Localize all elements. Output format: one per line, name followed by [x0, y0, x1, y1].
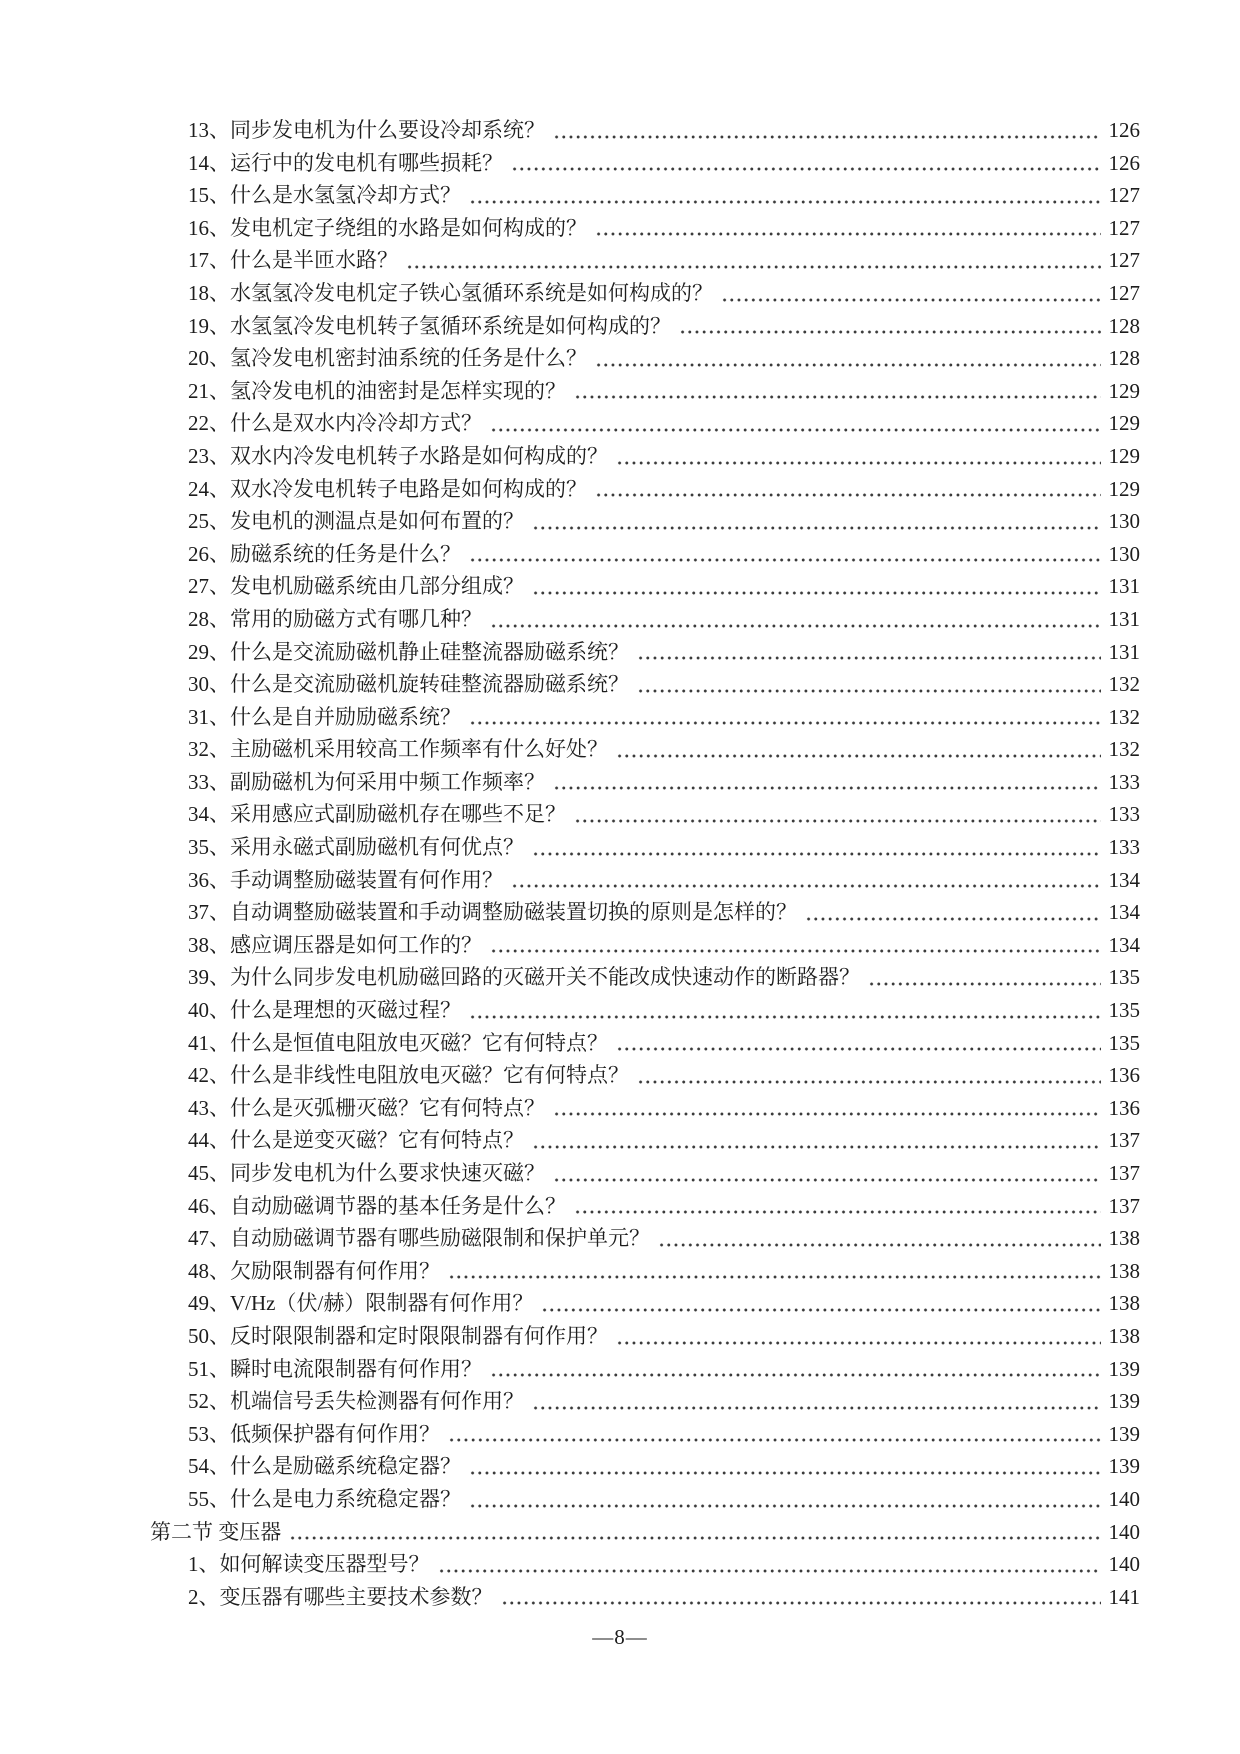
- dot-leader: [448, 1418, 1101, 1451]
- toc-entry-page: 130: [1108, 509, 1140, 534]
- dot-leader: [511, 147, 1101, 180]
- dot-leader: [532, 831, 1101, 864]
- toc-entry-page: 134: [1108, 900, 1140, 925]
- toc-entry-label: 49、V/Hz（伏/赫）限制器有何作用？: [188, 1291, 534, 1316]
- toc-entry-row: [0, 864, 1140, 897]
- dot-leader: [532, 1124, 1101, 1157]
- dot-leader: [490, 1353, 1101, 1386]
- toc-entry-page: 129: [1108, 378, 1140, 403]
- toc-entry-row: [0, 538, 1140, 571]
- toc-entry-row: [0, 570, 1140, 603]
- footer-page-number: —8—: [592, 1625, 648, 1649]
- dot-leader: [448, 1255, 1101, 1288]
- dot-leader: [553, 766, 1101, 799]
- dot-leader: [616, 440, 1101, 473]
- toc-entry-page: 137: [1108, 1128, 1140, 1153]
- dot-leader: [574, 375, 1101, 408]
- toc-entry-row: [0, 1190, 1140, 1223]
- toc-entry-row: [0, 929, 1140, 962]
- dot-leader: [532, 1385, 1101, 1418]
- toc-entry-label: 42、什么是非线性电阻放电灭磁？它有何特点？: [188, 1063, 629, 1088]
- toc-entry-page: 138: [1108, 1291, 1140, 1316]
- toc-entry-page: 129: [1108, 443, 1140, 468]
- toc-entry-row: [0, 1255, 1140, 1288]
- dot-leader: [469, 179, 1101, 212]
- toc-entry-row: [0, 1059, 1140, 1092]
- toc-entry-label: 15、什么是水氢氢冷却方式？: [188, 183, 461, 208]
- dot-leader: [501, 1581, 1102, 1614]
- toc-entry-row: [0, 1027, 1140, 1060]
- toc-entry-label: 25、发电机的测温点是如何布置的？: [188, 509, 524, 534]
- dot-leader: [469, 994, 1101, 1027]
- toc-entry-page: 139: [1108, 1454, 1140, 1479]
- toc-entry-row: [0, 1157, 1140, 1190]
- toc-entry-label: 18、水氢氢冷发电机定子铁心氢循环系统是如何构成的？: [188, 280, 713, 305]
- toc-entry-page: 126: [1108, 118, 1140, 142]
- dot-leader: [553, 1157, 1101, 1190]
- toc-entry-page: 131: [1108, 574, 1140, 599]
- toc-entry-page: 133: [1108, 769, 1140, 794]
- dot-leader: [469, 538, 1101, 571]
- toc-entry-label: 47、自动励磁调节器有哪些励磁限制和保护单元？: [188, 1226, 650, 1251]
- toc-entry-label: 14、运行中的发电机有哪些损耗？: [188, 150, 503, 175]
- dot-leader: [574, 798, 1101, 831]
- toc-entry-label: 35、采用永磁式副励磁机有何优点？: [188, 835, 524, 860]
- toc-entry-label: 51、瞬时电流限制器有何作用？: [188, 1356, 482, 1381]
- toc-entry-label: 13、同步发电机为什么要设冷却系统？: [188, 118, 545, 142]
- toc-entry-label: 48、欠励限制器有何作用？: [188, 1258, 440, 1283]
- toc-entry-row: [0, 636, 1140, 669]
- toc-entry-row: [0, 701, 1140, 734]
- toc-entry-row: [0, 342, 1140, 375]
- toc-entry-row: [0, 1320, 1140, 1353]
- toc-entry-label: 43、什么是灭弧栅灭磁？它有何特点？: [188, 1095, 545, 1120]
- dot-leader: [658, 1222, 1101, 1255]
- dot-leader: [553, 1092, 1101, 1125]
- dot-leader: [721, 277, 1101, 310]
- toc-entry-row: [0, 798, 1140, 831]
- toc-entry-label: 40、什么是理想的灭磁过程？: [188, 998, 461, 1023]
- toc-entry-page: 134: [1108, 932, 1140, 957]
- toc-entry-label: 27、发电机励磁系统由几部分组成？: [188, 574, 524, 599]
- dot-leader: [637, 636, 1101, 669]
- toc-entry-row: [0, 1581, 1140, 1614]
- dot-leader: [637, 668, 1101, 701]
- toc-entry-row: [0, 1287, 1140, 1320]
- dot-leader: [637, 1059, 1101, 1092]
- dot-leader: [490, 603, 1101, 636]
- toc-entry-page: 138: [1108, 1226, 1140, 1251]
- toc-entry-row: [0, 505, 1140, 538]
- toc-entry-page: 129: [1108, 476, 1140, 501]
- toc-entry-label: 32、主励磁机采用较高工作频率有什么好处？: [188, 737, 608, 762]
- toc-entry-label: 52、机端信号丢失检测器有何作用？: [188, 1389, 524, 1414]
- toc-entry-page: 128: [1108, 313, 1140, 338]
- toc-entry-label: 37、自动调整励磁装置和手动调整励磁装置切换的原则是怎样的？: [188, 900, 797, 925]
- toc-entry-label: 39、为什么同步发电机励磁回路的灭磁开关不能改成快速动作的断路器？: [188, 965, 860, 990]
- toc-entry-page: 129: [1108, 411, 1140, 436]
- toc-entry-row: [0, 147, 1140, 180]
- toc-entry-label: 33、副励磁机为何采用中频工作频率？: [188, 769, 545, 794]
- toc-entry-page: 126: [1108, 150, 1140, 175]
- toc-entry-label: 41、什么是恒值电阻放电灭磁？它有何特点？: [188, 1030, 608, 1055]
- toc-entry-page: 135: [1108, 1030, 1140, 1055]
- toc-entry-page: 140: [1108, 1552, 1140, 1577]
- dot-leader: [541, 1287, 1101, 1320]
- toc-entry-label: 19、水氢氢冷发电机转子氢循环系统是如何构成的？: [188, 313, 671, 338]
- toc-entry-label: 34、采用感应式副励磁机存在哪些不足？: [188, 802, 566, 827]
- dot-leader: [868, 961, 1101, 994]
- toc-entry-row: [0, 310, 1140, 343]
- toc-list: [0, 114, 1140, 1613]
- toc-entry-label: 26、励磁系统的任务是什么？: [188, 541, 461, 566]
- toc-entry-page: 135: [1108, 998, 1140, 1023]
- toc-entry-page: 134: [1108, 867, 1140, 892]
- toc-entry-page: 139: [1108, 1421, 1140, 1446]
- toc-entry-row: [0, 994, 1140, 1027]
- toc-entry-row: [0, 212, 1140, 245]
- toc-entry-row: [0, 1418, 1140, 1451]
- toc-entry-page: 128: [1108, 346, 1140, 371]
- toc-entry-row: [0, 114, 1140, 147]
- dot-leader: [469, 701, 1101, 734]
- dot-leader: [469, 1483, 1101, 1516]
- toc-entry-label: 44、什么是逆变灭磁？它有何特点？: [188, 1128, 524, 1153]
- toc-entry-row: [0, 375, 1140, 408]
- toc-entry-label: 21、氢冷发电机的油密封是怎样实现的？: [188, 378, 566, 403]
- toc-entry-page: 131: [1108, 606, 1140, 631]
- toc-entry-page: 127: [1108, 248, 1140, 273]
- toc-entry-row: [0, 1222, 1140, 1255]
- toc-entry-row: [0, 766, 1140, 799]
- toc-entry-page: 140: [1108, 1486, 1140, 1511]
- dot-leader: [553, 114, 1101, 147]
- toc-entry-label: 31、什么是自并励励磁系统？: [188, 704, 461, 729]
- toc-entry-label: 50、反时限限制器和定时限限制器有何作用？: [188, 1323, 608, 1348]
- toc-entry-row: [0, 1353, 1140, 1386]
- toc-entry-page: 130: [1108, 541, 1140, 566]
- dot-leader: [406, 244, 1101, 277]
- toc-entry-label: 第二节 变压器: [150, 1519, 282, 1544]
- toc-entry-label: 36、手动调整励磁装置有何作用？: [188, 867, 503, 892]
- toc-entry-label: 38、感应调压器是如何工作的？: [188, 932, 482, 957]
- toc-entry-row: [0, 473, 1140, 506]
- toc-entry-label: 20、氢冷发电机密封油系统的任务是什么？: [188, 346, 587, 371]
- toc-entry-label: 1、如何解读变压器型号？: [188, 1552, 430, 1577]
- toc-entry-page: 137: [1108, 1193, 1140, 1218]
- dot-leader: [438, 1548, 1102, 1581]
- toc-entry-label: 54、什么是励磁系统稳定器？: [188, 1454, 461, 1479]
- dot-leader: [595, 473, 1101, 506]
- dot-leader: [595, 212, 1101, 245]
- toc-entry-page: 133: [1108, 835, 1140, 860]
- toc-entry-label: 46、自动励磁调节器的基本任务是什么？: [188, 1193, 566, 1218]
- toc-entry-row: [0, 407, 1140, 440]
- toc-entry-label: 24、双水冷发电机转子电路是如何构成的？: [188, 476, 587, 501]
- toc-entry-page: 136: [1108, 1095, 1140, 1120]
- toc-entry-page: 141: [1108, 1584, 1140, 1609]
- dot-leader: [532, 570, 1101, 603]
- toc-entry-row: [0, 733, 1140, 766]
- toc-entry-page: 138: [1108, 1323, 1140, 1348]
- toc-entry-row: [0, 1483, 1140, 1516]
- toc-entry-page: 132: [1108, 704, 1140, 729]
- toc-entry-row: [0, 668, 1140, 701]
- toc-entry-page: 135: [1108, 965, 1140, 990]
- toc-entry-page: 133: [1108, 802, 1140, 827]
- toc-entry-label: 23、双水内冷发电机转子水路是如何构成的？: [188, 443, 608, 468]
- toc-entry-page: 127: [1108, 215, 1140, 240]
- toc-entry-row: [0, 179, 1140, 212]
- toc-entry-label: 29、什么是交流励磁机静止硅整流器励磁系统？: [188, 639, 629, 664]
- dot-leader: [805, 896, 1101, 929]
- dot-leader: [469, 1450, 1101, 1483]
- dot-leader: [595, 342, 1101, 375]
- dot-leader: [616, 733, 1101, 766]
- toc-entry-label: 53、低频保护器有何作用？: [188, 1421, 440, 1446]
- toc-entry-label: 28、常用的励磁方式有哪几种？: [188, 606, 482, 631]
- toc-entry-page: 131: [1108, 639, 1140, 664]
- toc-section-row: [0, 1516, 1140, 1549]
- toc-entry-row: [0, 440, 1140, 473]
- toc-entry-label: 30、什么是交流励磁机旋转硅整流器励磁系统？: [188, 672, 629, 697]
- dot-leader: [616, 1027, 1101, 1060]
- toc-entry-page: 136: [1108, 1063, 1140, 1088]
- dot-leader: [616, 1320, 1101, 1353]
- toc-entry-row: [0, 1548, 1140, 1581]
- toc-entry-row: [0, 1385, 1140, 1418]
- toc-entry-page: 127: [1108, 183, 1140, 208]
- toc-entry-page: 137: [1108, 1161, 1140, 1185]
- dot-leader: [679, 310, 1101, 343]
- toc-entry-page: 127: [1108, 280, 1140, 305]
- toc-entry-label: 22、什么是双水内冷冷却方式？: [188, 411, 482, 436]
- toc-entry-row: [0, 244, 1140, 277]
- toc-entry-label: 2、变压器有哪些主要技术参数？: [188, 1584, 493, 1609]
- toc-entry-page: 139: [1108, 1356, 1140, 1381]
- toc-entry-label: 17、什么是半匝水路？: [188, 248, 398, 273]
- toc-entry-row: [0, 1092, 1140, 1125]
- toc-entry-page: 132: [1108, 672, 1140, 697]
- dot-leader: [289, 1516, 1101, 1549]
- toc-entry-page: 138: [1108, 1258, 1140, 1283]
- dot-leader: [490, 407, 1101, 440]
- dot-leader: [574, 1190, 1101, 1223]
- toc-entry-row: [0, 603, 1140, 636]
- toc-entry-page: 140: [1108, 1519, 1140, 1544]
- dot-leader: [532, 505, 1101, 538]
- toc-entry-row: [0, 896, 1140, 929]
- toc-entry-row: [0, 1450, 1140, 1483]
- toc-entry-label: 55、什么是电力系统稳定器？: [188, 1486, 461, 1511]
- toc-entry-row: [0, 831, 1140, 864]
- toc-entry-row: [0, 961, 1140, 994]
- dot-leader: [511, 864, 1101, 897]
- toc-entry-label: 16、发电机定子绕组的水路是如何构成的？: [188, 215, 587, 240]
- toc-entry-page: 132: [1108, 737, 1140, 762]
- toc-entry-row: [0, 1124, 1140, 1157]
- toc-entry-row: [0, 277, 1140, 310]
- toc-entry-page: 139: [1108, 1389, 1140, 1414]
- dot-leader: [490, 929, 1101, 962]
- toc-entry-label: 45、同步发电机为什么要求快速灭磁？: [188, 1161, 545, 1185]
